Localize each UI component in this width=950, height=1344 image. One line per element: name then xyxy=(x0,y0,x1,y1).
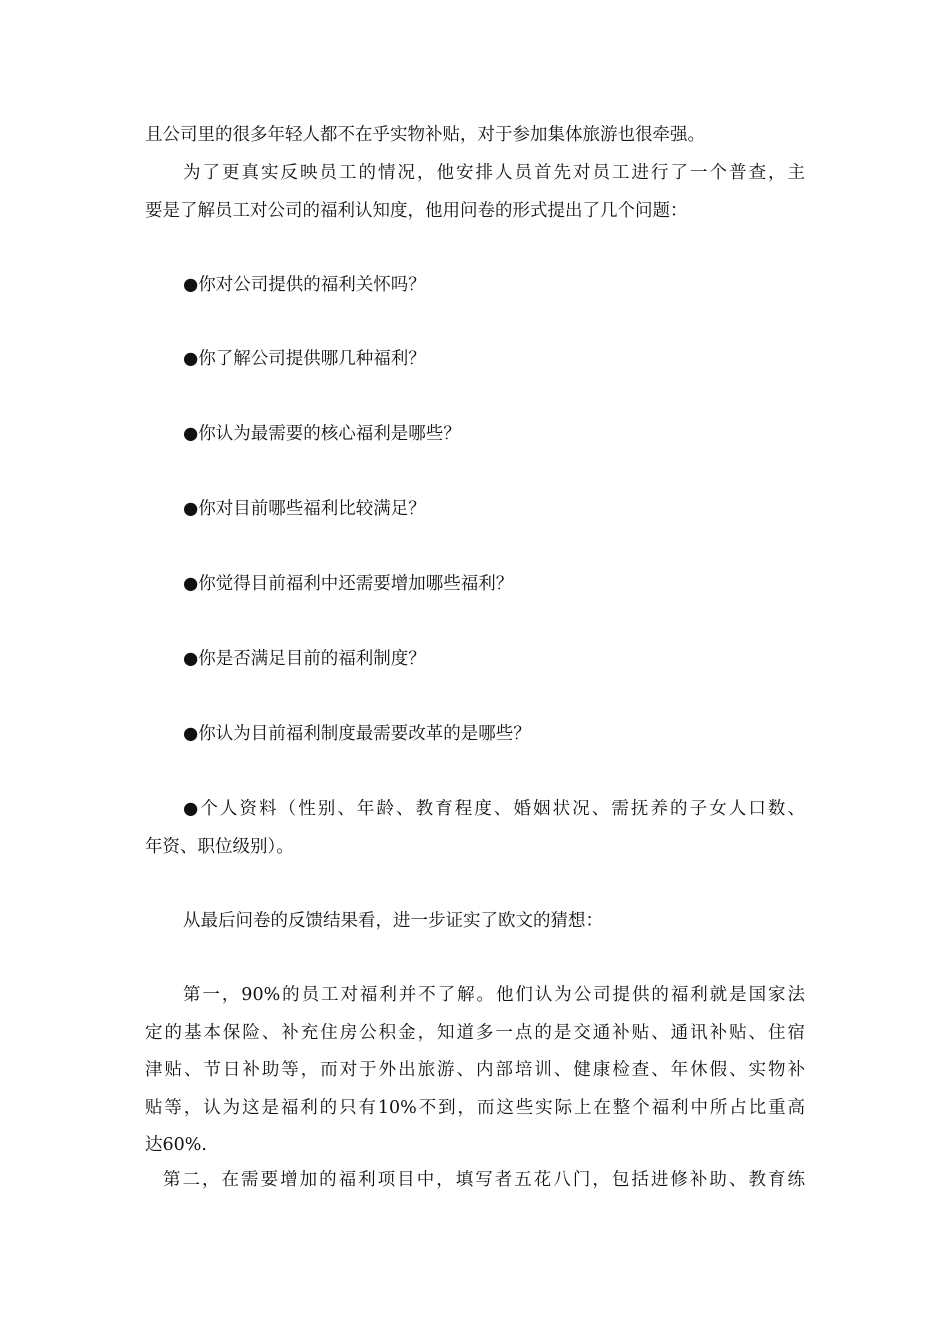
paragraph-line: 从最后问卷的反馈结果看，进一步证实了欧文的猜想： xyxy=(183,911,603,931)
paragraph-line: 且公司里的很多年轻人都不在乎实物补贴，对于参加集体旅游也很牵强。 xyxy=(145,125,705,145)
question-item-continuation: 年资、职位级别）。 xyxy=(145,837,294,857)
paragraph-line: 第二，在需要增加的福利项目中，填写者五花八门，包括进修补助、教育练 xyxy=(163,1170,805,1190)
paragraph-line: 为了更真实反映员工的情况，他安排人员首先对员工进行了一个普查，主 xyxy=(183,163,805,183)
paragraph-line: 达60%. xyxy=(145,1135,207,1155)
question-item: ●你对公司提供的福利关怀吗？ xyxy=(183,275,426,295)
question-item: ●你认为最需要的核心福利是哪些？ xyxy=(183,424,461,444)
question-item: ●个人资料（性别、年龄、教育程度、婚姻状况、需抚养的子女人口数、 xyxy=(183,799,805,819)
question-item: ●你对目前哪些福利比较满足？ xyxy=(183,499,426,519)
paragraph-line: 贴等，认为这是福利的只有10%不到，而这些实际上在整个福利中所占比重高 xyxy=(145,1098,805,1118)
question-item: ●你是否满足目前的福利制度？ xyxy=(183,649,426,669)
paragraph-line: 要是了解员工对公司的福利认知度，他用问卷的形式提出了几个问题： xyxy=(145,201,688,221)
paragraph-line: 第一，90%的员工对福利并不了解。他们认为公司提供的福利就是国家法 xyxy=(183,985,805,1005)
paragraph-line: 定的基本保险、补充住房公积金，知道多一点的是交通补贴、通讯补贴、住宿 xyxy=(145,1023,805,1043)
paragraph-line: 津贴、节日补助等，而对于外出旅游、内部培训、健康检查、年休假、实物补 xyxy=(145,1060,805,1080)
question-item: ●你认为目前福利制度最需要改革的是哪些？ xyxy=(183,724,531,744)
question-item: ●你觉得目前福利中还需要增加哪些福利？ xyxy=(183,574,514,594)
question-item: ●你了解公司提供哪几种福利？ xyxy=(183,349,426,369)
